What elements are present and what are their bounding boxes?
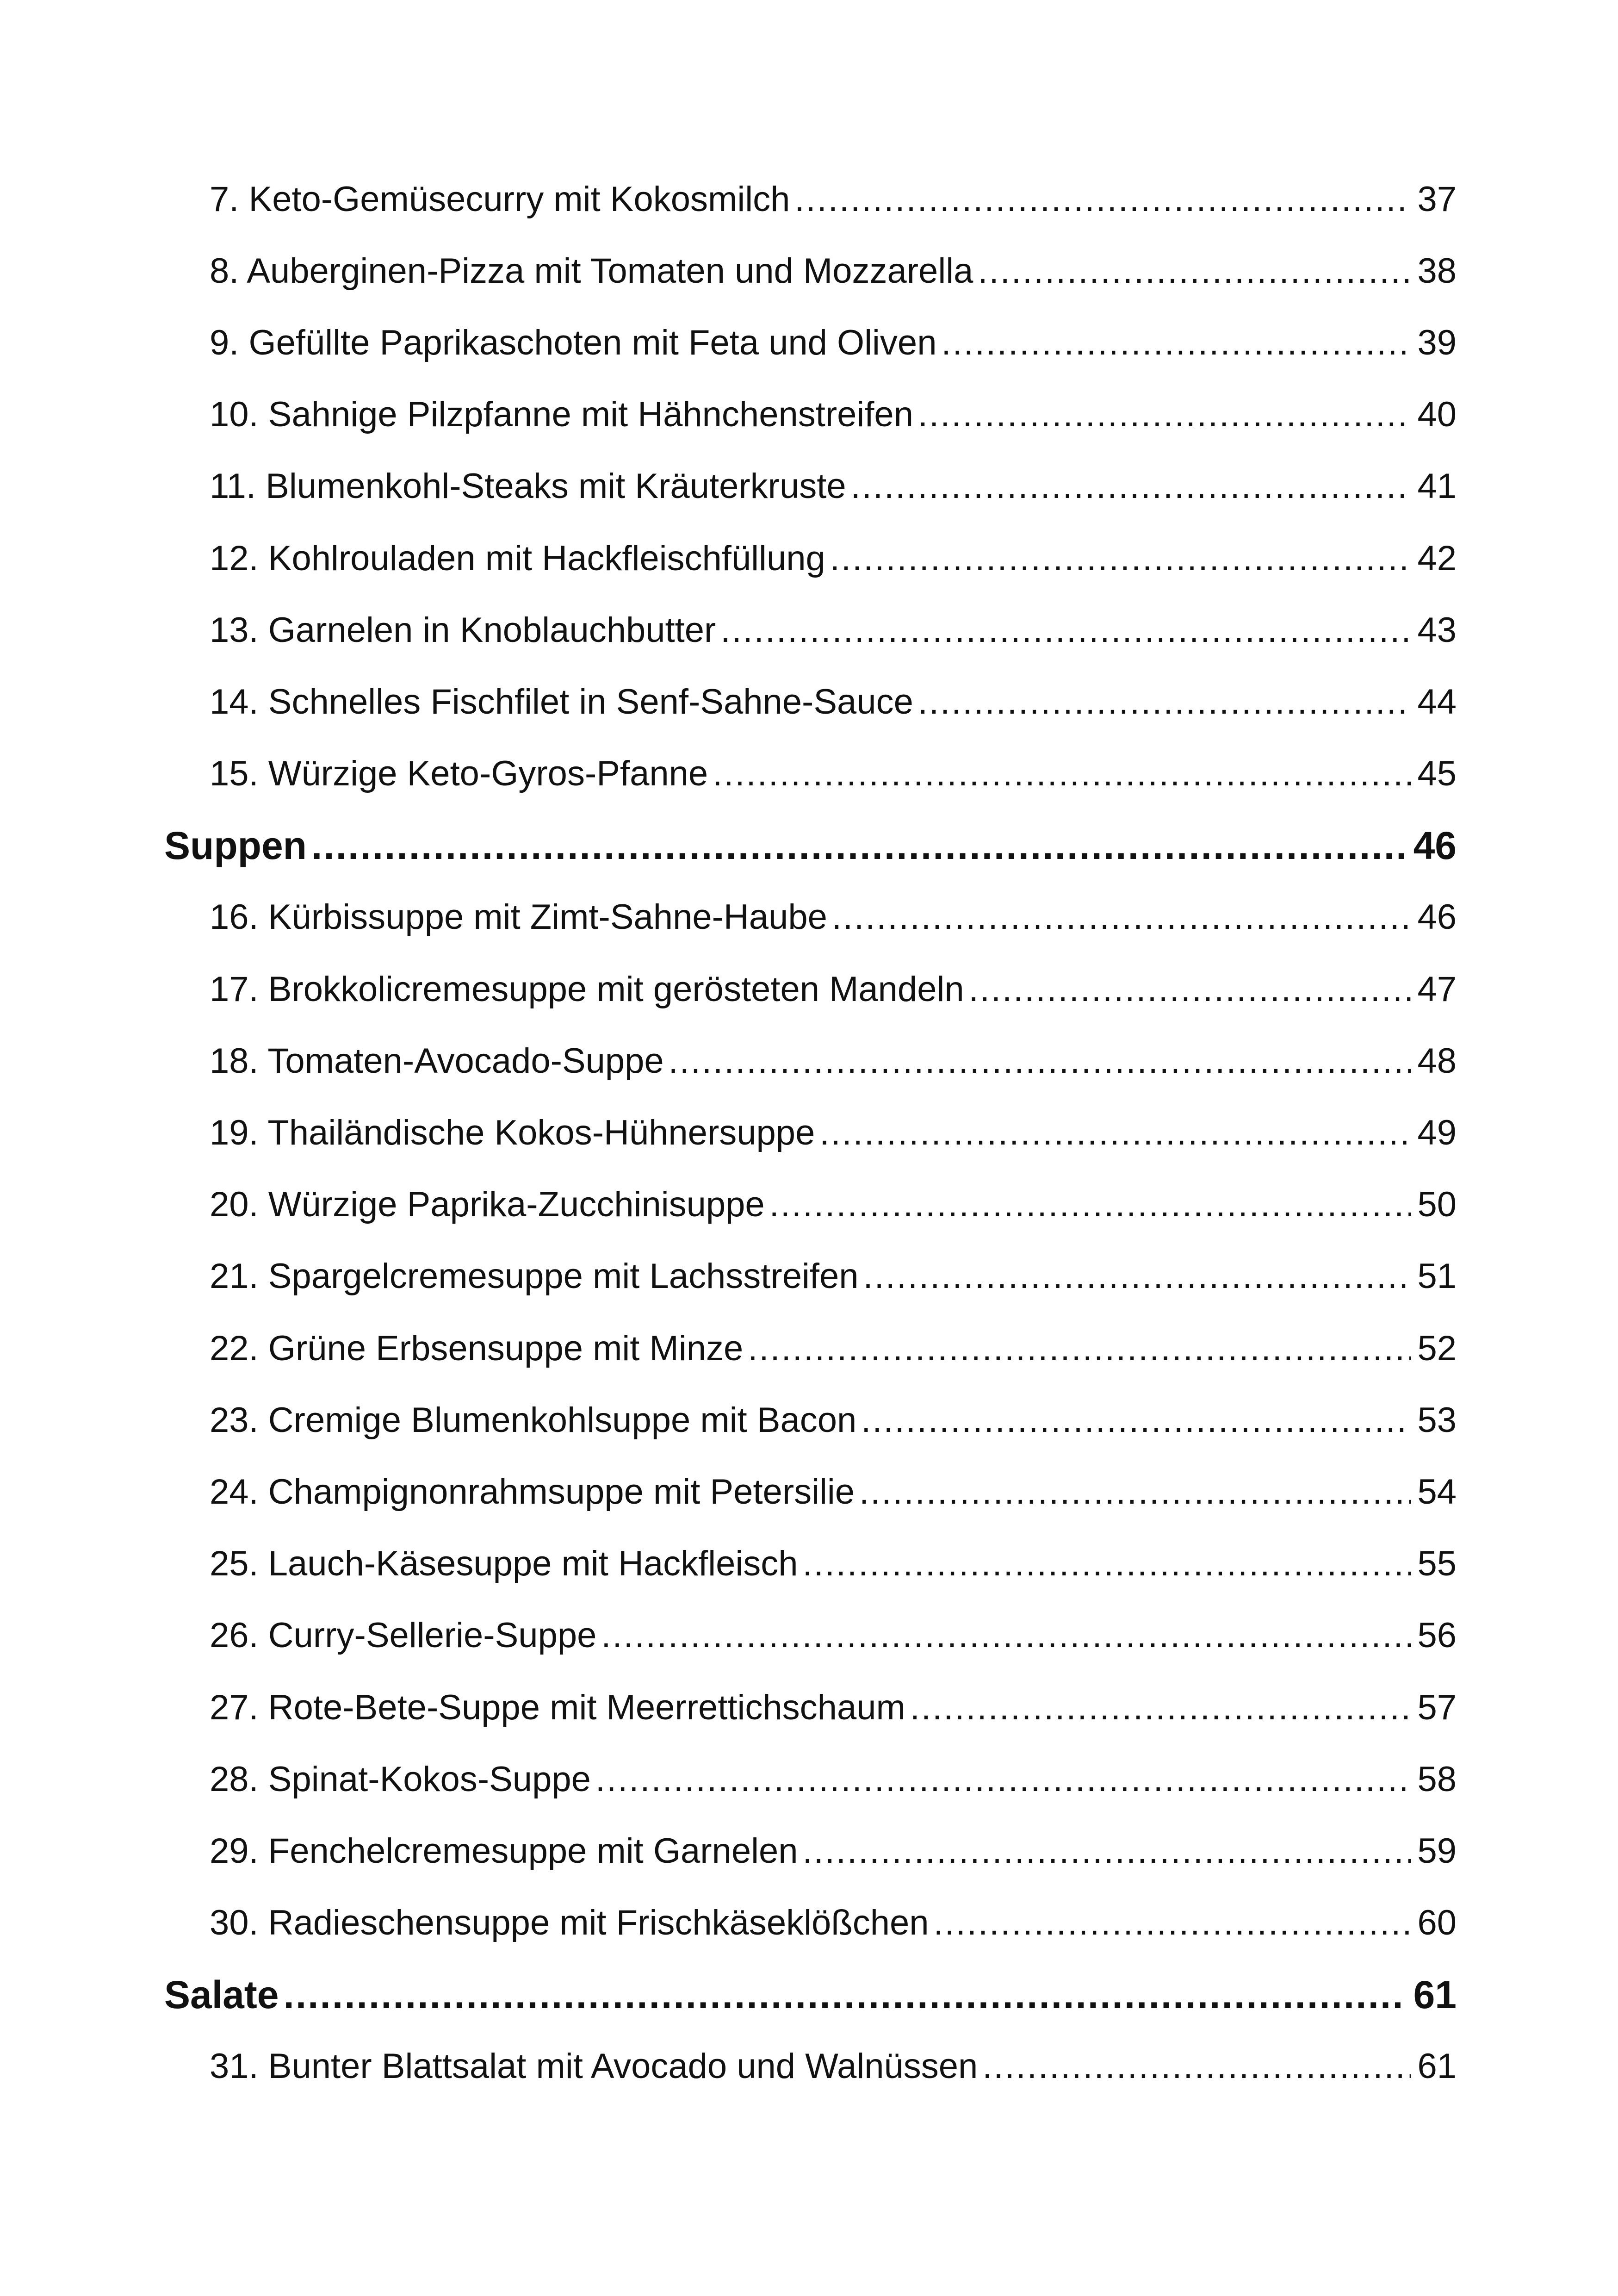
toc-page-number: 61 — [1413, 1973, 1457, 2017]
dot-leader — [713, 756, 1411, 791]
toc-entry[interactable] — [164, 1600, 1457, 1672]
toc-page-number: 53 — [1417, 1400, 1457, 1440]
dot-leader — [803, 1546, 1411, 1581]
dot-leader — [861, 1403, 1411, 1438]
toc-page-number: 40 — [1417, 395, 1457, 435]
toc-entry[interactable] — [164, 523, 1457, 594]
toc-entry-title: 7. Keto-Gemüsecurry mit Kokosmilch — [210, 179, 790, 219]
toc-entry[interactable] — [164, 1456, 1457, 1528]
toc-entry-title: 22. Grüne Erbsensuppe mit Minze — [210, 1328, 744, 1368]
toc-page-number: 45 — [1417, 754, 1457, 794]
dot-leader — [941, 325, 1411, 361]
toc-entry-title: 13. Garnelen in Knoblauchbutter — [210, 610, 716, 650]
dot-leader — [969, 972, 1411, 1007]
dot-leader — [982, 2049, 1411, 2084]
dot-leader — [830, 541, 1411, 576]
dot-leader — [918, 684, 1411, 720]
dot-leader — [934, 1905, 1411, 1941]
toc-page-number: 42 — [1417, 538, 1457, 578]
toc-entry[interactable] — [164, 666, 1457, 738]
toc-entry-title: 16. Kürbissuppe mit Zimt-Sahne-Haube — [210, 897, 827, 937]
dot-leader — [859, 1475, 1411, 1510]
toc-entry-title: 25. Lauch-Käsesuppe mit Hackfleisch — [210, 1544, 798, 1584]
toc-page-number: 50 — [1417, 1185, 1457, 1225]
dot-leader — [819, 1115, 1411, 1151]
toc-page-number: 58 — [1417, 1759, 1457, 1799]
dot-leader — [311, 826, 1407, 865]
toc-section-title: Salate — [164, 1973, 279, 2017]
dot-leader — [978, 254, 1411, 289]
toc-page-number: 52 — [1417, 1328, 1457, 1368]
dot-leader — [918, 397, 1411, 432]
toc-entry[interactable] — [164, 1097, 1457, 1169]
toc-page-number: 56 — [1417, 1616, 1457, 1655]
toc-entry[interactable] — [164, 1815, 1457, 1887]
toc-entry[interactable] — [164, 307, 1457, 379]
toc-entry[interactable] — [164, 235, 1457, 307]
toc-entry[interactable] — [164, 1241, 1457, 1313]
toc-page-number: 38 — [1417, 251, 1457, 291]
dot-leader — [863, 1259, 1411, 1294]
toc-page-number: 48 — [1417, 1041, 1457, 1081]
toc-entry-title: 29. Fenchelcremesuppe mit Garnelen — [210, 1831, 798, 1871]
dot-leader — [284, 1975, 1407, 2014]
toc-entry-title: 8. Auberginen-Pizza mit Tomaten und Mozzarella — [210, 251, 973, 291]
toc-entry-title: 27. Rote-Bete-Suppe mit Meerrettichschaum — [210, 1687, 905, 1727]
toc-entry-title: 26. Curry-Sellerie-Suppe — [210, 1616, 597, 1655]
toc-page-number: 60 — [1417, 1903, 1457, 1943]
toc-page-number: 37 — [1417, 179, 1457, 219]
toc-entry[interactable] — [164, 738, 1457, 810]
toc-section-heading[interactable] — [164, 810, 1457, 882]
toc-page-number: 49 — [1417, 1113, 1457, 1153]
dot-leader — [720, 613, 1411, 648]
toc-entry-title: 19. Thailändische Kokos-Hühnersuppe — [210, 1113, 815, 1153]
toc-entry-title: 28. Spinat-Kokos-Suppe — [210, 1759, 591, 1799]
toc-entry-title: 30. Radieschensuppe mit Frischkäseklößchen — [210, 1903, 929, 1943]
dot-leader — [748, 1331, 1411, 1366]
toc-entry[interactable] — [164, 1025, 1457, 1097]
toc-page-number: 55 — [1417, 1544, 1457, 1584]
toc-section-title: Suppen — [164, 824, 307, 868]
toc-entry[interactable] — [164, 451, 1457, 523]
dot-leader — [669, 1044, 1411, 1079]
toc-entry-title: 17. Brokkolicremesuppe mit gerösteten Mandeln — [210, 969, 964, 1009]
toc-page-number: 57 — [1417, 1687, 1457, 1727]
toc-entry-title: 15. Würzige Keto-Gyros-Pfanne — [210, 754, 708, 794]
toc-entry-title: 20. Würzige Paprika-Zucchinisuppe — [210, 1185, 765, 1225]
toc-entry[interactable] — [164, 1887, 1457, 1959]
toc-entry[interactable] — [164, 882, 1457, 953]
dot-leader — [769, 1187, 1411, 1222]
toc-entry[interactable] — [164, 953, 1457, 1025]
toc-page-number: 61 — [1417, 2047, 1457, 2086]
toc-entry-title: 31. Bunter Blattsalat mit Avocado und Walnüssen — [210, 2047, 978, 2086]
toc-entry-title: 24. Champignonrahmsuppe mit Petersilie — [210, 1472, 855, 1512]
toc-page-number: 51 — [1417, 1257, 1457, 1296]
dot-leader — [832, 900, 1411, 935]
toc-entry-title: 10. Sahnige Pilzpfanne mit Hähnchenstreifen — [210, 395, 913, 435]
toc-entry-title: 18. Tomaten-Avocado-Suppe — [210, 1041, 664, 1081]
toc-entry[interactable] — [164, 163, 1457, 235]
table-of-contents — [164, 163, 1457, 2103]
toc-entry-title: 23. Cremige Blumenkohlsuppe mit Bacon — [210, 1400, 857, 1440]
dot-leader — [595, 1762, 1411, 1797]
toc-page-number: 47 — [1417, 969, 1457, 1009]
dot-leader — [910, 1690, 1411, 1725]
toc-entry-title: 14. Schnelles Fischfilet in Senf-Sahne-Sauce — [210, 682, 913, 722]
toc-page-number: 46 — [1417, 897, 1457, 937]
toc-page-number: 41 — [1417, 467, 1457, 506]
toc-page-number: 59 — [1417, 1831, 1457, 1871]
toc-entry[interactable] — [164, 1528, 1457, 1600]
toc-entry[interactable] — [164, 1672, 1457, 1743]
toc-entry[interactable] — [164, 379, 1457, 451]
dot-leader — [851, 469, 1411, 504]
toc-entry-title: 12. Kohlrouladen mit Hackfleischfüllung — [210, 538, 825, 578]
toc-entry[interactable] — [164, 2031, 1457, 2103]
toc-page-number: 54 — [1417, 1472, 1457, 1512]
toc-entry[interactable] — [164, 1384, 1457, 1456]
toc-entry[interactable] — [164, 594, 1457, 666]
toc-page-number: 46 — [1413, 824, 1457, 868]
toc-entry[interactable] — [164, 1313, 1457, 1384]
dot-leader — [794, 182, 1411, 217]
toc-page-number: 44 — [1417, 682, 1457, 722]
toc-page-number: 39 — [1417, 323, 1457, 362]
toc-entry-title: 21. Spargelcremesuppe mit Lachsstreifen — [210, 1257, 859, 1296]
dot-leader — [803, 1834, 1411, 1869]
toc-entry-title: 9. Gefüllte Paprikaschoten mit Feta und Oliven — [210, 323, 937, 362]
toc-entry[interactable] — [164, 1743, 1457, 1815]
dot-leader — [601, 1618, 1411, 1653]
toc-entry-title: 11. Blumenkohl-Steaks mit Kräuterkruste — [210, 467, 846, 506]
toc-page-number: 43 — [1417, 610, 1457, 650]
toc-section-heading[interactable] — [164, 1959, 1457, 2031]
toc-entry[interactable] — [164, 1169, 1457, 1241]
